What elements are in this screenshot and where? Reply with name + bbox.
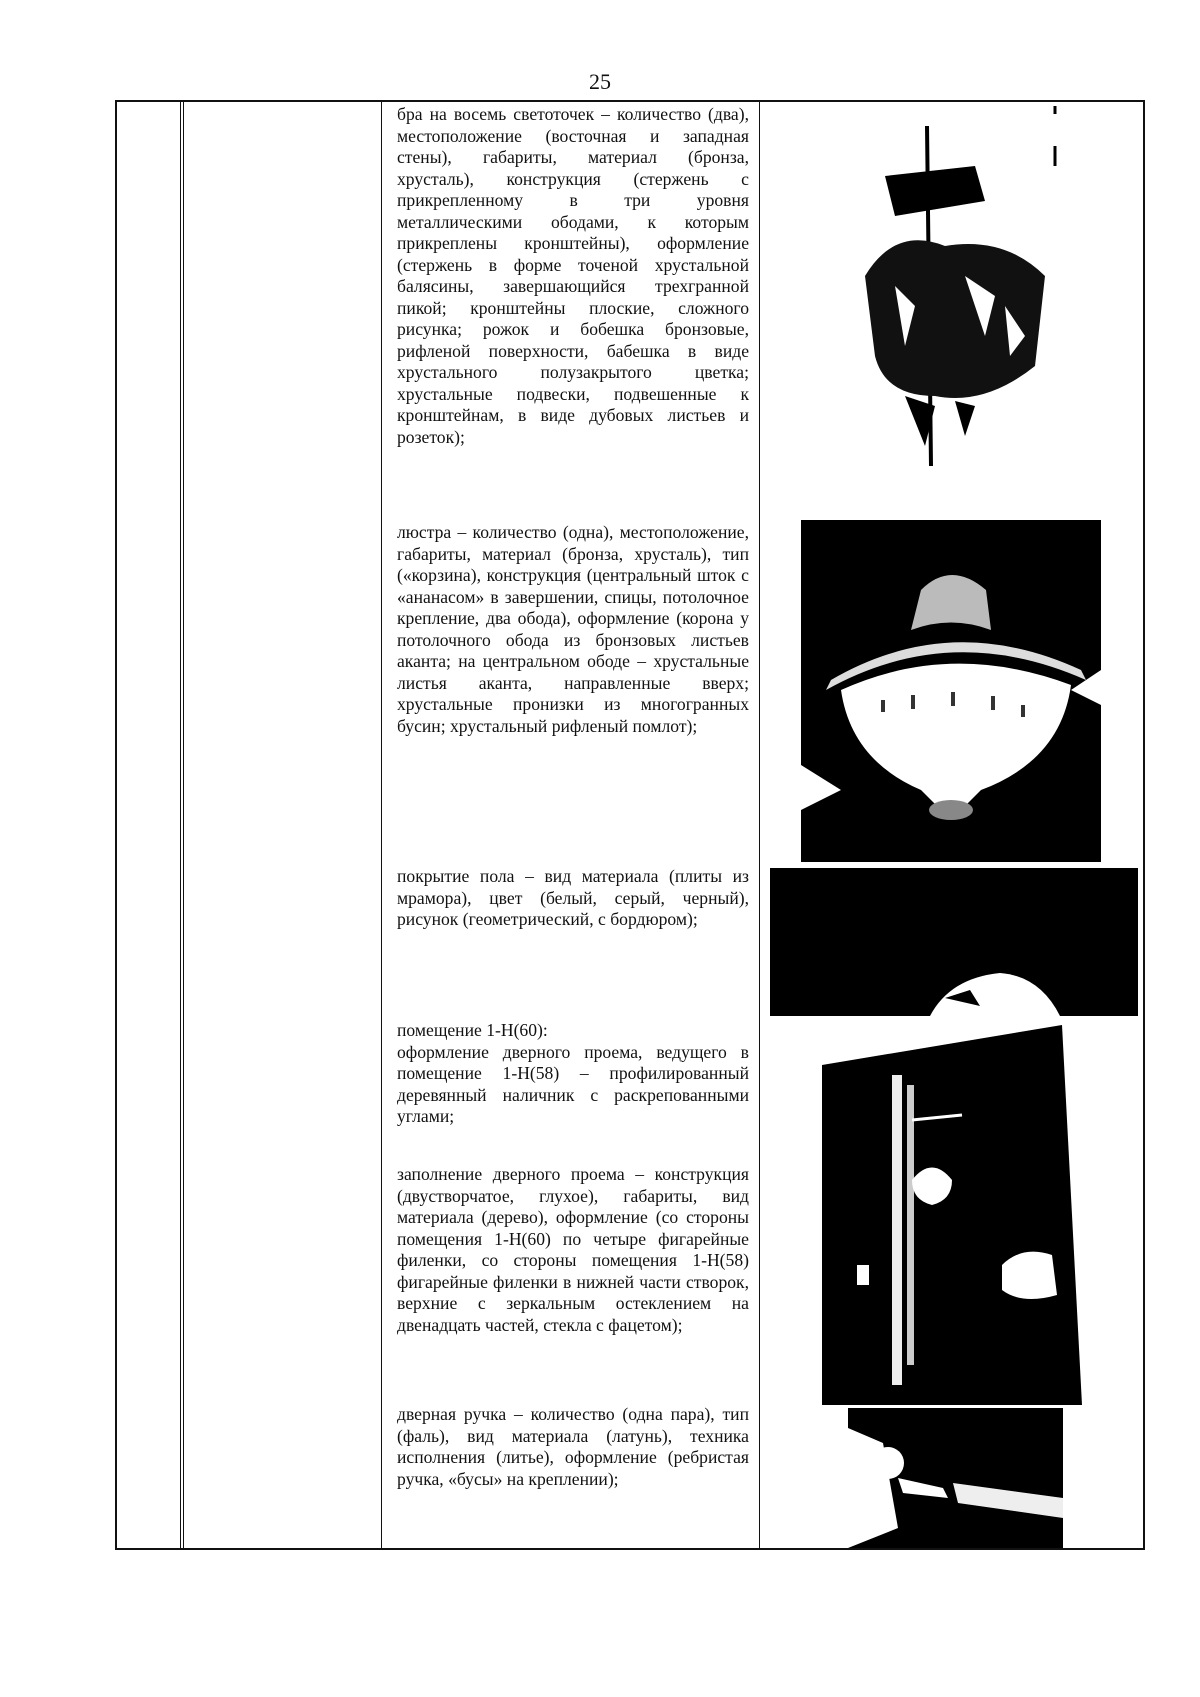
entry-text: оформление дверного проема, ведущего в помещение 1-Н(58) – профилированный деревянный наличник с раскрепованными углами; xyxy=(397,1041,749,1126)
entry-door-handle xyxy=(397,1404,749,1490)
entry-text: люстра – количество (одна), местоположение, габариты, материал (бронза, хрусталь), тип («корзина), конструкция (центральный шток с «ананасом» в завершении, спицы, потолочное крепление, два обода), оформление (корона у потолочного обода из бронзовых листьев аканта; на центральном ободе – хрустальные листья аканта, направленные вверх; хрустальные пронизки из многогранных бусин; хрустальный рифленый помлот); xyxy=(397,522,749,736)
room-heading: помещение 1-Н(60): xyxy=(397,1020,548,1040)
page-number: 25 xyxy=(589,69,611,94)
entry-floor xyxy=(397,866,749,931)
entry-sconce xyxy=(397,104,749,448)
entry-text: бра на восемь светоточек – количество (два), местоположение (восточная и западная стены), габариты, материал (бронза, хрусталь), конструкция (стержень с прикрепленному в три уровня металлическими ободами, к которым прикреплены кронштейны), оформление (стержень в форме точеной хрустальной балясины, завершающийся трехгранной пикой; кронштейны плоские, сложного рисунка; рожок и бобешка бронзовые, рифленой поверхности, бабешка в виде хрустального полузакрытого цветка; хрустальные подвески, подвешенные к кронштейнам, в виде дубовых листьев и розеток); xyxy=(397,104,749,447)
table-column-divider xyxy=(180,102,181,1548)
entry-chandelier xyxy=(397,522,749,737)
entry-doorway xyxy=(397,1020,749,1128)
floor-photo xyxy=(770,868,1138,1016)
chandelier-photo xyxy=(801,520,1101,862)
entry-door-leaf xyxy=(397,1164,749,1336)
entry-text: дверная ручка – количество (одна пара), тип (фаль), вид материала (латунь), техника исполнения (литье), оформление (ребристая ручка, «бусы» на креплении); xyxy=(397,1404,749,1489)
table-column-divider xyxy=(381,102,382,1548)
entry-text: покрытие пола – вид материала (плиты из мрамора), цвет (белый, серый, черный), рисунок (геометрический, с бордюром); xyxy=(397,866,749,929)
sconce-photo xyxy=(835,106,1075,476)
entry-text: заполнение дверного проема – конструкция (двустворчатое, глухое), габариты, вид материала (дерево), оформление (со стороны помещения 1-Н(60) по четыре фигарейные филенки, со стороны помещения 1-Н(58) фигарейные филенки в нижней части створок, верхние с зеркальным остеклением на двенадцать частей, стекла с фацетом); xyxy=(397,1164,749,1335)
table-column-divider xyxy=(759,102,760,1548)
door-handle-photo xyxy=(848,1408,1063,1548)
door-photo xyxy=(822,1025,1087,1405)
table-column-divider xyxy=(183,102,184,1548)
